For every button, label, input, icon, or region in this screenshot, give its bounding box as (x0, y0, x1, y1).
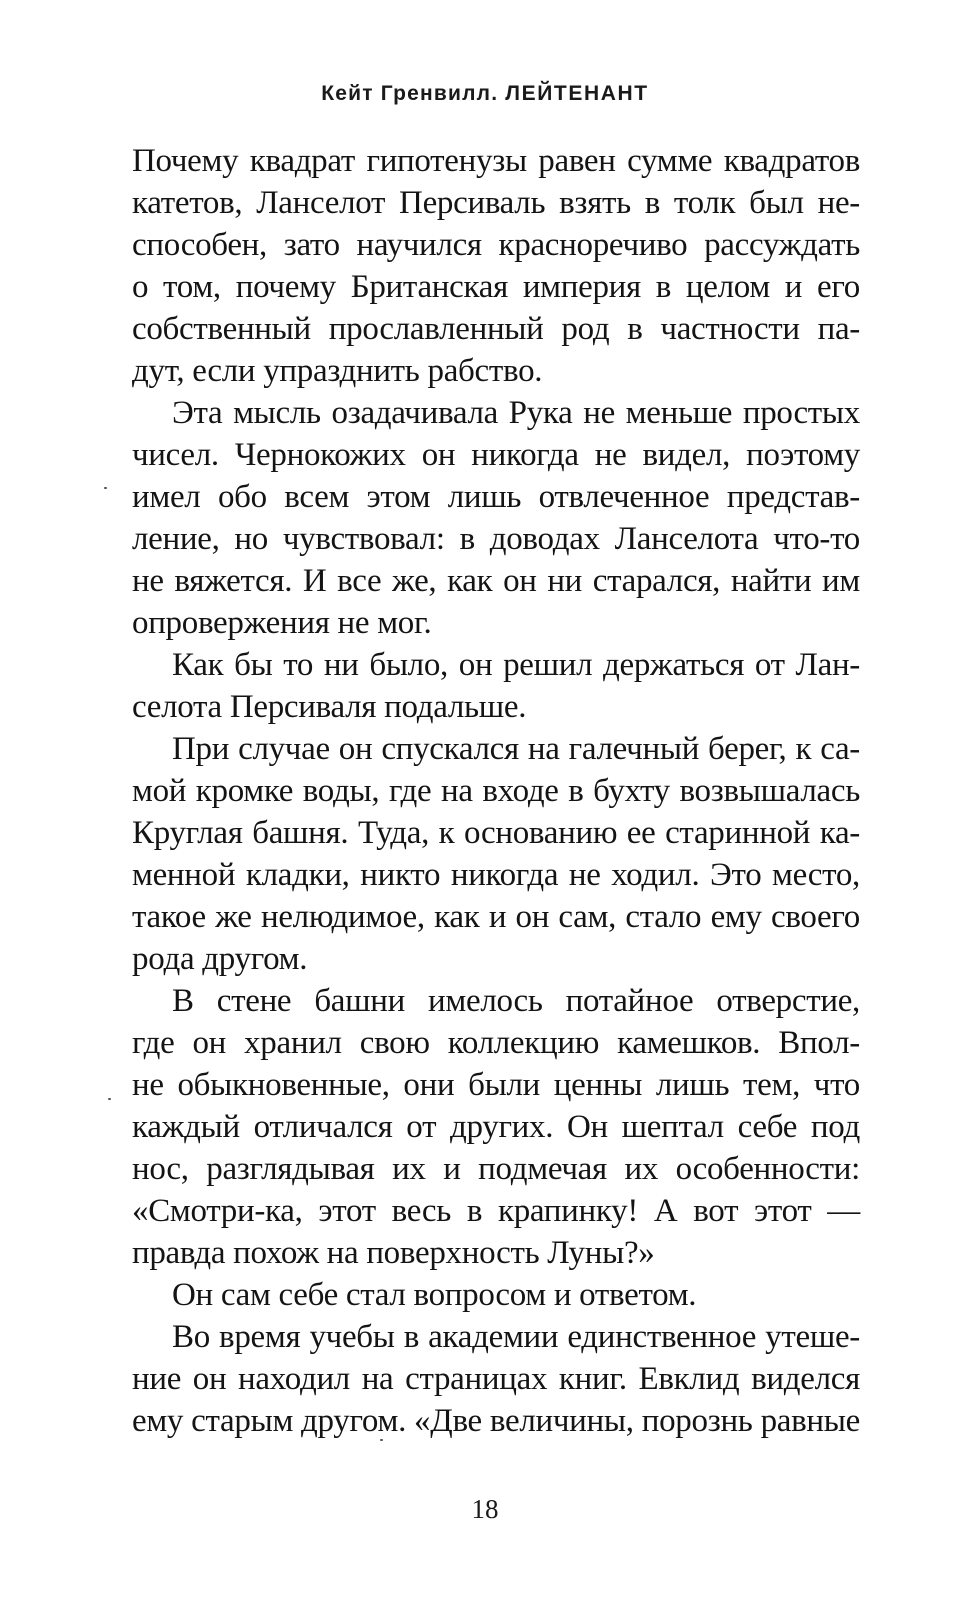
text-line: ему старым другом. «Две величины, порознь равные (132, 1403, 860, 1439)
text-line: не обыкновенные, они были ценны лишь тем, что (132, 1067, 860, 1103)
running-head (0, 82, 970, 106)
running-head-title: ЛЕЙТЕНАНТ (505, 82, 649, 105)
text-line: правда похож на поверхность Луны?» (132, 1235, 655, 1271)
scan-speck (104, 487, 107, 489)
text-line: дут, если упразднить рабство. (132, 353, 543, 389)
scan-speck (380, 1439, 383, 1441)
running-head-author: Кейт Гренвилл. (321, 82, 499, 105)
text-line: нос, разглядывая их и подмечая их особенности: (132, 1151, 860, 1187)
text-line: В стене башни имелось потайное отверстие, (172, 983, 860, 1019)
text-line: Он сам себе стал вопросом и ответом. (172, 1277, 697, 1313)
text-line: селота Персиваля подальше. (132, 689, 527, 725)
text-line: мой кромке воды, где на входе в бухту возвышалась (132, 773, 860, 809)
text-line: «Смотри-ка, этот весь в крапинку! А вот этот — (132, 1193, 860, 1229)
text-line: имел обо всем этом лишь отвлеченное представ- (132, 479, 860, 515)
text-line: При случае он спускался на галечный берег, к са- (172, 731, 860, 767)
page-number: 18 (471, 1494, 499, 1524)
text-line: Почему квадрат гипотенузы равен сумме квадратов (132, 143, 860, 179)
text-line: опровержения не мог. (132, 605, 432, 641)
text-line: ление, но чувствовал: в доводах Ланселота что-то (132, 521, 860, 557)
text-line: собственный прославленный род в частности па- (132, 311, 860, 347)
text-line: Во время учебы в академии единственное утеше- (172, 1319, 860, 1355)
scan-speck (108, 1098, 111, 1100)
body-text (132, 140, 860, 1442)
text-line: Как бы то ни было, он решил держаться от Лан- (172, 647, 860, 683)
text-line: рода другом. (132, 941, 308, 977)
text-line: менной кладки, никто никогда не ходил. Это место, (132, 857, 860, 893)
text-line: Круглая башня. Туда, к основанию ее старинной ка- (132, 815, 860, 851)
text-line: такое же нелюдимое, как и он сам, стало ему своего (132, 899, 860, 935)
text-line: где он хранил свою коллекцию камешков. Впол- (132, 1025, 860, 1061)
text-line: каждый отличался от других. Он шептал себе под (132, 1109, 860, 1145)
text-line: способен, зато научился красноречиво рассуждать (132, 227, 860, 263)
text-line: не вяжется. И все же, как он ни старался, найти им (132, 563, 860, 599)
text-line: Эта мысль озадачивала Рука не меньше простых (172, 395, 860, 431)
text-line: о том, почему Британская империя в целом и его (132, 269, 860, 305)
text-line: ние он находил на страницах книг. Евклид виделся (132, 1361, 860, 1397)
text-line: катетов, Ланселот Персиваль взять в толк был не- (132, 185, 860, 221)
text-line: чисел. Чернокожих он никогда не видел, поэтому (132, 437, 860, 473)
